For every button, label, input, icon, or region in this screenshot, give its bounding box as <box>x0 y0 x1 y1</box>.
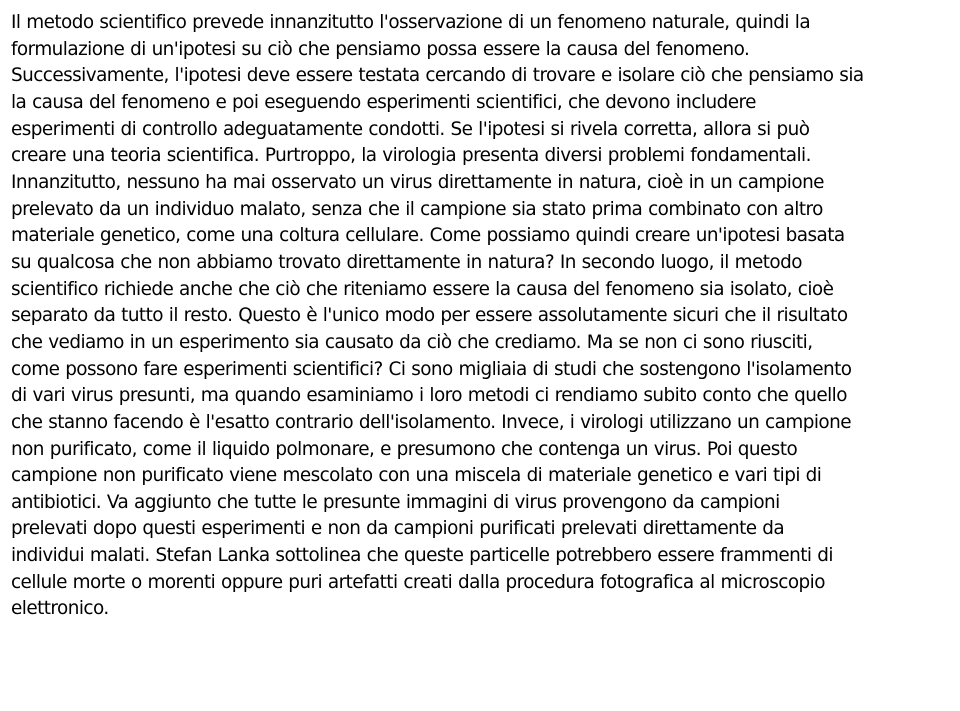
text-line: scientifico richiede anche che ciò che riteniamo essere la causa del fenomeno sia isolato, cioè <box>11 278 834 300</box>
text-line: che stanno facendo è l'esatto contrario dell'isolamento. Invece, i virologi utilizzano un campione <box>11 411 851 433</box>
text-line: Innanzitutto, nessuno ha mai osservato un virus direttamente in natura, cioè in un campione <box>11 171 824 193</box>
text-line: che vediamo in un esperimento sia causato da ciò che crediamo. Ma se non ci sono riusciti, <box>11 331 813 353</box>
text-line: Successivamente, l'ipotesi deve essere testata cercando di trovare e isolare ciò che pensiamo sia <box>11 65 864 87</box>
text-line: formulazione di un'ipotesi su ciò che pensiamo possa essere la causa del fenomeno. <box>11 38 750 60</box>
body-paragraph <box>11 10 956 623</box>
text-line: non purificato, come il liquido polmonare, e presumono che contenga un virus. Poi questo <box>11 438 798 460</box>
text-line: esperimenti di controllo adeguatamente condotti. Se l'ipotesi si rivela corretta, allora si può <box>11 118 810 140</box>
text-line: prelevato da un individuo malato, senza che il campione sia stato prima combinato con altro <box>11 198 823 220</box>
text-line: materiale genetico, come una coltura cellulare. Come possiamo quindi creare un'ipotesi basata <box>11 225 845 247</box>
text-line: Il metodo scientifico prevede innanzitutto l'osservazione di un fenomeno naturale, quindi la <box>11 12 811 33</box>
text-line: su qualcosa che non abbiamo trovato direttamente in natura? In secondo luogo, il metodo <box>11 251 802 273</box>
text-line: individui malati. Stefan Lanka sottolinea che queste particelle potrebbero essere frammenti di <box>11 545 833 567</box>
text-line: la causa del fenomeno e poi eseguendo esperimenti scientifici, che devono includere <box>11 91 756 113</box>
text-line: separato da tutto il resto. Questo è l'unico modo per essere assolutamente sicuri che il risultato <box>11 305 848 327</box>
text-line: creare una teoria scientifica. Purtroppo, la virologia presenta diversi problemi fondamentali. <box>11 145 811 167</box>
text-line: campione non purificato viene mescolato con una miscela di materiale genetico e vari tipi di <box>11 465 822 487</box>
text-line: come possono fare esperimenti scientifici? Ci sono migliaia di studi che sostengono l'isolamento <box>11 358 852 380</box>
text-line: antibiotici. Va aggiunto che tutte le presunte immagini di virus provengono da campioni <box>11 491 780 513</box>
text-line: elettronico. <box>11 598 109 620</box>
text-line: cellule morte o morenti oppure puri artefatti creati dalla procedura fotografica al microscopio <box>11 571 825 593</box>
text-line: prelevati dopo questi esperimenti e non da campioni purificati prelevati direttamente da <box>11 518 785 540</box>
text-line: di vari virus presunti, ma quando esaminiamo i loro metodi ci rendiamo subito conto che quello <box>11 385 847 407</box>
